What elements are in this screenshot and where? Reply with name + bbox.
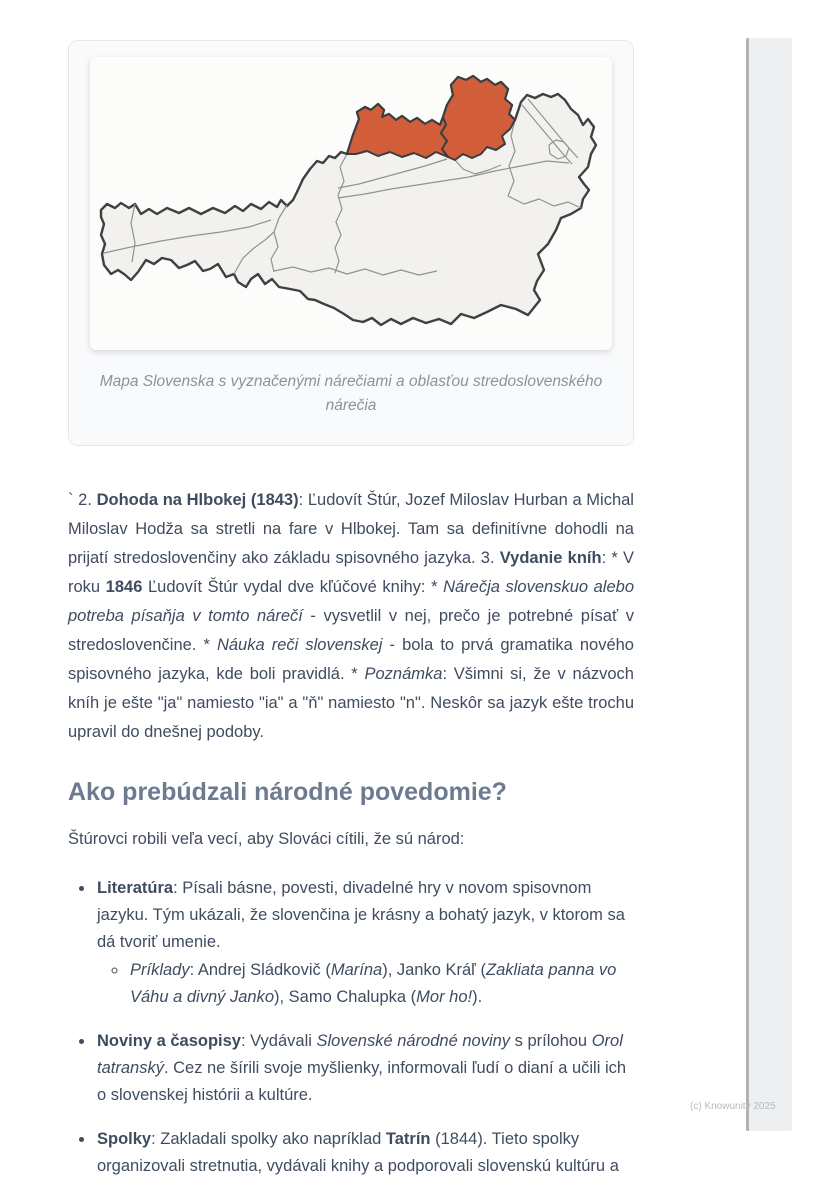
list-item-text: Literatúra: Písali básne, povesti, divadelné hry v novom spisovnom jazyku. Tým ukázali, že slovenčina je krásny a bohatý jazyk, v ktorom sa dá tvoriť umenie.	[97, 879, 625, 951]
sub-list	[97, 957, 634, 1011]
section-heading: Ako prebúdzali národné povedomie?	[68, 778, 507, 806]
numbered-points-paragraph: ` 2. Dohoda na Hlbokej (1843): Ľudovít Štúr, Jozef Miloslav Hurban a Michal Miloslav Hodža sa stretli na fare v Hlbokej. Tam sa definitívne dohodli na prijatí stredoslovenčiny ako základu spisovného jazyka. 3. Vydanie kníh: * V roku 1846 Ľudovít Štúr vydal dve kľúčové knihy: * Nárečja slovenskuo alebo potreba písaňja v tomto nárečí - vysvetlil v nej, prečo je potrebné písať v stredoslovenčine. * Náuka reči slovenskej - bola to prvá gramatika nového spisovného jazyka, kde boli pravidlá. * Poznámka: Všimni si, že v názvoch kníh je ešte "ja" namiesto "ia" a "ň" namiesto "n". Neskôr sa jazyk ešte trochu upravil do dnešnej podoby.	[68, 491, 634, 741]
list-item-spolky	[95, 1126, 634, 1180]
list-item-text: Spolky: Zakladali spolky ako napríklad Tatrín (1844). Tieto spolky organizovali stretnutia, vydávali knihy a podporovali slovenskú kultúru a	[97, 1130, 619, 1175]
country-outline	[101, 76, 596, 325]
topic-list	[68, 875, 634, 1180]
intro-paragraph: Štúrovci robili veľa vecí, aby Slováci cítili, že sú národ:	[68, 830, 465, 848]
copyright-watermark: (c) Knowunity 2025	[690, 1101, 776, 1112]
next-page-edge[interactable]	[746, 38, 792, 1131]
highlight-region-west	[347, 104, 448, 158]
sub-list-item-text: Príklady: Andrej Sládkovič (Marína), Janko Kráľ (Zakliata panna vo Váhu a divný Janko), Samo Chalupka (Mor ho!).	[130, 961, 617, 1006]
map-image	[90, 57, 612, 350]
list-item-noviny	[95, 1028, 634, 1109]
list-item-text: Noviny a časopisy: Vydávali Slovenské národné noviny s prílohou Orol tatranský. Cez ne šírili svoje myšlienky, informovali ľudí o dianí a učili ich o slovenskej histórii a kultúre.	[97, 1032, 627, 1104]
list-item-literatura	[95, 875, 634, 1011]
sub-list-item-priklady	[128, 957, 634, 1011]
figure-card	[68, 40, 634, 446]
figure-caption: Mapa Slovenska s vyznačenými nárečiami a oblasťou stredoslovenského nárečia	[99, 373, 603, 414]
country-map-graphic	[90, 57, 612, 350]
document-page	[68, 40, 634, 1197]
